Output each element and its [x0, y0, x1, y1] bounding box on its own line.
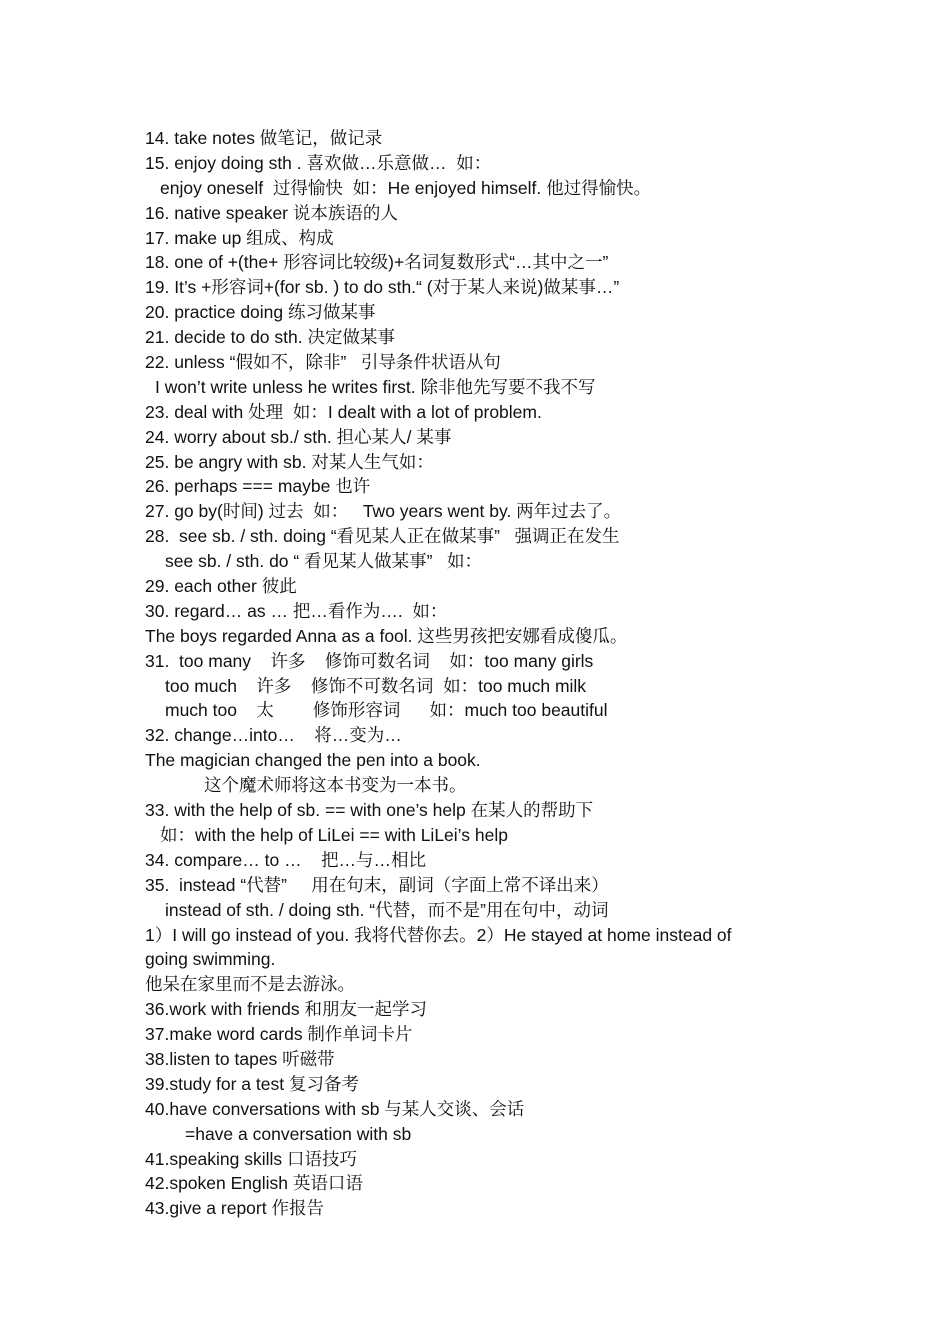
list-item: 如：with the help of LiLei == with LiLei’s help	[160, 824, 508, 845]
list-item: The boys regarded Anna as a fool. 这些男孩把安娜看成傻瓜。	[145, 625, 628, 646]
list-item: 29. each other 彼此	[145, 576, 297, 597]
list-item: 38.listen to tapes 听磁带	[145, 1048, 335, 1069]
list-item: enjoy oneself 过得愉快 如：He enjoyed himself. 他过得愉快。	[160, 177, 652, 198]
list-item: 22. unless “假如不，除非” 引导条件状语从句	[145, 352, 501, 373]
vocabulary-list	[145, 126, 805, 1221]
list-item: 43.give a report 作报告	[145, 1198, 324, 1219]
list-item: 23. deal with 处理 如：I dealt with a lot of problem.	[145, 401, 542, 422]
list-item: 27. go by(时间) 过去 如： Two years went by. 两年过去了。	[145, 501, 622, 522]
list-item: 19. It’s +形容词+(for sb. ) to do sth.“ (对于某人来说)做某事…”	[145, 277, 620, 298]
list-item: going swimming.	[145, 949, 276, 970]
list-item: 20. practice doing 练习做某事	[145, 302, 376, 323]
list-item: 32. change…into… 将…变为…	[145, 725, 402, 746]
list-item: 26. perhaps === maybe 也许	[145, 476, 371, 497]
list-item: 31. too many 许多 修饰可数名词 如：too many girls	[145, 650, 594, 671]
list-item: 他呆在家里而不是去游泳。	[145, 974, 355, 995]
list-item: 41.speaking skills 口语技巧	[145, 1148, 358, 1169]
list-item: 39.study for a test 复习备考	[145, 1073, 359, 1094]
list-item: much too 太 修饰形容词 如：much too beautiful	[165, 700, 608, 721]
list-item: 42.spoken English 英语口语	[145, 1173, 363, 1194]
list-item: 37.make word cards 制作单词卡片	[145, 1024, 413, 1045]
list-item: 15. enjoy doing sth . 喜欢做…乐意做… 如：	[145, 152, 492, 173]
list-item: 33. with the help of sb. == with one’s help 在某人的帮助下	[145, 800, 594, 821]
list-item: 30. regard… as … 把…看作为…. 如：	[145, 600, 448, 621]
list-item: 28. see sb. / sth. doing “看见某人正在做某事” 强调正在发生	[145, 526, 620, 547]
list-item: 18. one of +(the+ 形容词比较级)+名词复数形式“…其中之一”	[145, 252, 609, 273]
list-item: 35. instead “代替” 用在句末，副词（字面上常不译出来）	[145, 874, 609, 895]
list-item: see sb. / sth. do “ 看见某人做某事” 如：	[165, 551, 483, 572]
list-item: I won’t write unless he writes first. 除非他先写要不我不写	[155, 376, 596, 397]
list-item: 14. take notes 做笔记，做记录	[145, 128, 383, 148]
list-item: The magician changed the pen into a book.	[145, 750, 481, 771]
list-item: too much 许多 修饰不可数名词 如：too much milk	[165, 675, 587, 696]
list-item: 1）I will go instead of you. 我将代替你去。2）He stayed at home instead of	[145, 924, 732, 945]
list-item: 36.work with friends 和朋友一起学习	[145, 999, 428, 1020]
list-item: 24. worry about sb./ sth. 担心某人/ 某事	[145, 426, 452, 447]
list-item: 21. decide to do sth. 决定做某事	[145, 327, 395, 348]
list-item: 16. native speaker 说本族语的人	[145, 202, 398, 223]
list-item: instead of sth. / doing sth. “代替，而不是”用在句中，动词	[165, 899, 609, 920]
list-item: 25. be angry with sb. 对某人生气如：	[145, 451, 434, 472]
list-item: 40.have conversations with sb 与某人交谈、会话	[145, 1098, 525, 1119]
list-item: 34. compare… to … 把…与…相比	[145, 849, 427, 870]
list-item: 这个魔术师将这本书变为一本书。	[204, 775, 467, 796]
list-item: =have a conversation with sb	[185, 1123, 412, 1144]
list-item: 17. make up 组成、构成	[145, 227, 334, 248]
